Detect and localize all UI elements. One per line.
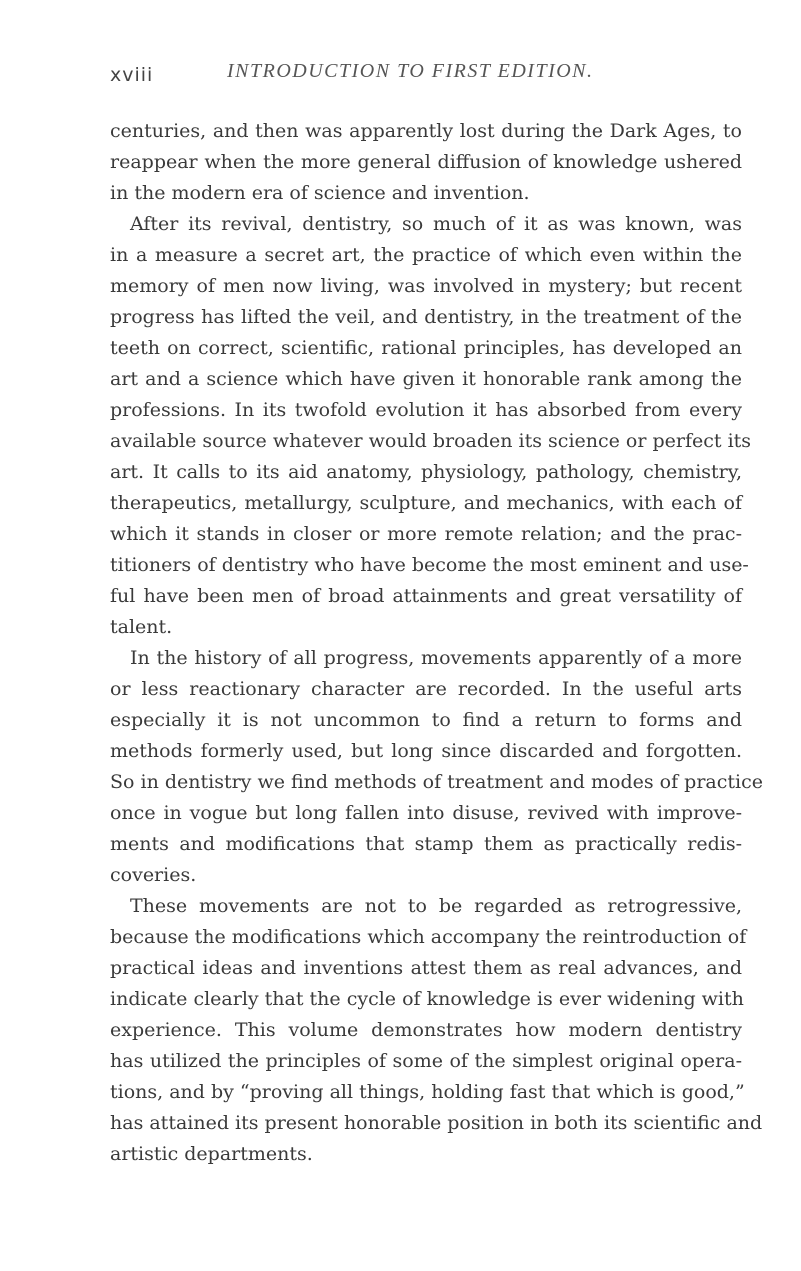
text-line: art. It calls to its aid anatomy, physiology, pathology, chemistry, [110,461,742,483]
text-line: artistic departments. [110,1143,313,1165]
text-line: centuries, and then was apparently lost during the Dark Ages, to [110,120,742,142]
text-line: professions. In its twofold evolution it has absorbed from every [110,399,742,421]
body-text [110,116,763,1170]
running-title: INTRODUCTION TO FIRST EDITION. [227,60,594,82]
text-line: reappear when the more general diffusion of knowledge ushered [110,151,742,173]
text-line: teeth on correct, scientific, rational principles, has developed an [110,337,742,359]
text-line: which it stands in closer or more remote relation; and the prac- [110,523,742,545]
text-line: experience. This volume demonstrates how modern dentistry [110,1019,742,1041]
text-line: in a measure a secret art, the practice of which even within the [110,244,742,266]
text-line: tions, and by “proving all things, holding fast that which is good,” [110,1081,745,1103]
text-line: After its revival, dentistry, so much of it as was known, was [130,213,742,235]
text-line: titioners of dentistry who have become the most eminent and use- [110,554,749,576]
text-line: art and a science which have given it honorable rank among the [110,368,742,390]
text-line: once in vogue but long fallen into disuse, revived with improve- [110,802,742,824]
text-line: in the modern era of science and invention. [110,182,530,204]
text-line: memory of men now living, was involved in mystery; but recent [110,275,742,297]
text-line: coveries. [110,864,197,886]
text-line: These movements are not to be regarded as retrogressive, [130,895,742,917]
text-line: especially it is not uncommon to find a return to forms and [110,709,742,731]
text-line: practical ideas and inventions attest them as real advances, and [110,957,742,979]
text-line: therapeutics, metallurgy, sculpture, and mechanics, with each of [110,492,742,514]
text-line: available source whatever would broaden its science or perfect its [110,430,752,452]
text-line: So in dentistry we find methods of treatment and modes of practice [110,771,763,793]
text-line: In the history of all progress, movements apparently of a more [130,647,742,669]
text-line: or less reactionary character are recorded. In the useful arts [110,678,742,700]
text-line: ful have been men of broad attainments and great versatility of [110,585,742,607]
text-line: progress has lifted the veil, and dentistry, in the treatment of the [110,306,742,328]
text-line: indicate clearly that the cycle of knowledge is ever widening with [110,988,744,1010]
page-number: xviii [110,64,154,86]
text-line: has utilized the principles of some of the simplest original opera- [110,1050,742,1072]
text-line: ments and modifications that stamp them as practically redis- [110,833,742,855]
text-line: has attained its present honorable position in both its scientific and [110,1112,763,1134]
text-line: because the modifications which accompany the reintroduction of [110,926,747,948]
text-line: methods formerly used, but long since discarded and forgotten. [110,740,742,762]
text-line: talent. [110,616,173,638]
running-head [110,60,750,90]
